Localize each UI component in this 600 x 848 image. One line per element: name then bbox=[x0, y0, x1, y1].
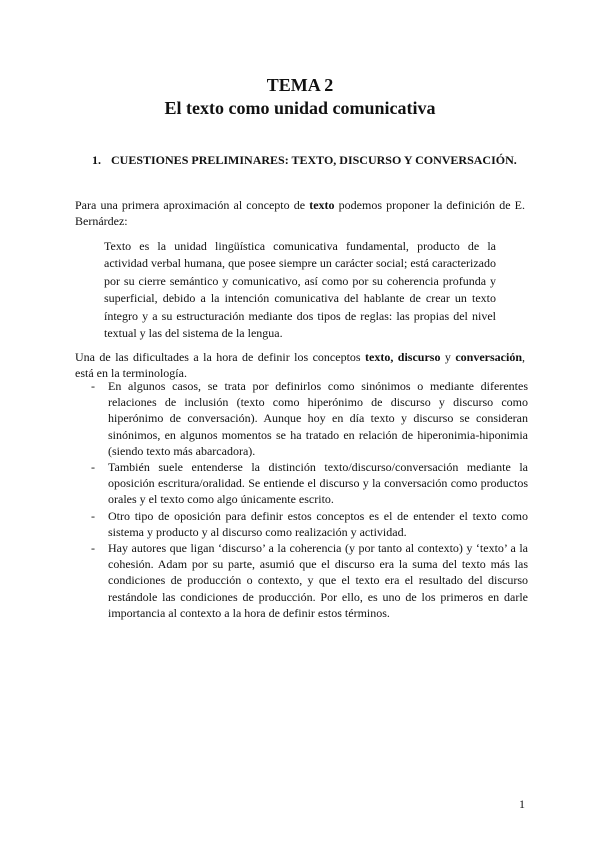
para2-bold-conversacion: conversación bbox=[455, 350, 522, 364]
list-item bbox=[75, 540, 528, 621]
intro-bold-term: texto bbox=[309, 198, 335, 212]
list-item bbox=[75, 459, 528, 508]
section-heading bbox=[92, 152, 552, 168]
intro-paragraph bbox=[75, 198, 525, 229]
list-item bbox=[75, 508, 528, 540]
page-number: 1 bbox=[519, 797, 525, 811]
bullet-dash: - bbox=[91, 508, 95, 523]
list-item bbox=[75, 378, 528, 459]
para2-text-after: , está en la terminología. bbox=[75, 350, 525, 380]
para2-bold-terms: texto, discurso bbox=[365, 350, 441, 364]
list-item-text: Otro tipo de oposición para definir estos conceptos es el de entender el texto como sistema y producto y al discurso como realización y actividad. bbox=[108, 508, 528, 539]
intro-text-after: podemos proponer la definición de E. Bernárdez: bbox=[75, 198, 525, 228]
terminology-paragraph bbox=[75, 350, 525, 381]
page-subtitle: El texto como unidad comunicativa bbox=[164, 98, 436, 118]
list-item-text: También suele entenderse la distinción texto/discurso/conversación mediante la oposición escritura/oralidad. Se entiende el discurso y la conversación como productos orales y el texto como algo únicamente escrito. bbox=[108, 460, 528, 507]
page-title: TEMA 2 bbox=[266, 75, 334, 95]
para2-text-mid: y bbox=[440, 350, 456, 364]
bullet-dash: - bbox=[91, 379, 95, 393]
section-number: 1. bbox=[92, 153, 101, 167]
para2-text-before: Una de las dificultades a la hora de definir los conceptos bbox=[75, 350, 366, 364]
bullet-dash: - bbox=[91, 460, 95, 475]
bullet-dash: - bbox=[91, 541, 95, 556]
list-item-text: Hay autores que ligan ‘discurso’ a la coherencia (y por tanto al contexto) y ‘texto’ a la cohesión. Adam por su parte, asumió que el discurso era la suma del texto más las condiciones de producción o contexto, y que el texto era el resultado del discurso restándole las condiciones de producción. Por ello, es uno de los primeros en darle importancia al contexto a la hora de definir estos términos. bbox=[108, 541, 528, 620]
list-item-text: En algunos casos, se trata por definirlos como sinónimos o mediante diferentes relaciones de inclusión (texto como hiperónimo de discurso y discurso como hiperónimo de conversación). Aunque hoy en día texto y discurso se consideran sinónimos, en algunos momentos se ha tratado en relación de hiperonimia-hiponimia (siendo texto más abarcadora). bbox=[108, 379, 528, 458]
bullet-list bbox=[75, 378, 528, 621]
intro-text-before: Para una primera aproximación al concepto de bbox=[75, 198, 310, 212]
definition-quote: Texto es la unidad lingüística comunicativa fundamental, producto de la actividad verbal humana, que posee siempre un carácter social; está caracterizado por su cierre semántico y comunicativo, así como por su coherencia profunda y superficial, debido a la intención comunicativa del hablante de crear un texto íntegro y a su estructuración mediante dos tipos de reglas: las propias del nivel textual y las del sistema de la lengua. bbox=[104, 239, 496, 341]
section-heading-text: CUESTIONES PRELIMINARES: TEXTO, DISCURSO Y CONVERSACIÓN. bbox=[111, 153, 517, 167]
